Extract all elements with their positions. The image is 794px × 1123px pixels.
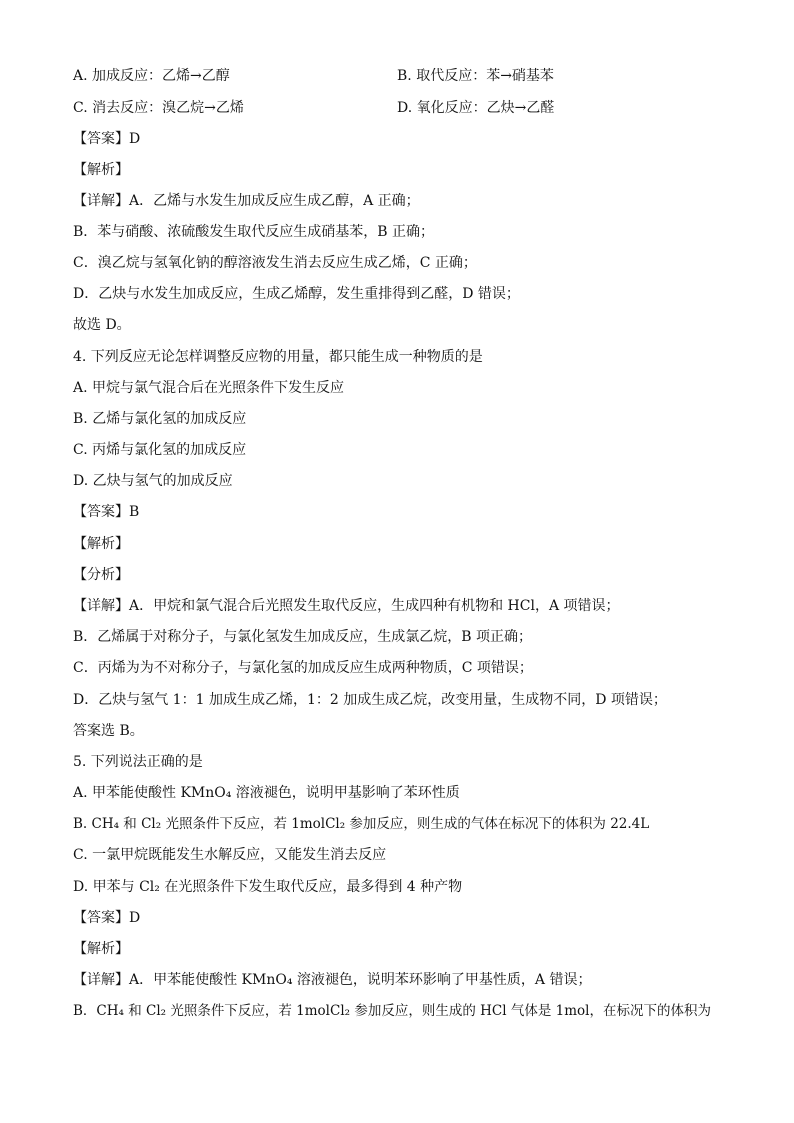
q4-option-a: A. 甲烷与氯气混合后在光照条件下发生反应 (73, 380, 345, 396)
q5-stem: 5. 下列说法正确的是 (73, 754, 203, 770)
q5-option-a: A. 甲苯能使酸性 KMnO₄ 溶液褪色，说明甲基影响了苯环性质 (73, 785, 460, 801)
q4-detail-line: D．乙炔与氢气 1：1 加成生成乙烯，1：2 加成生成乙烷，改变用量，生成物不同，D 项错误； (73, 692, 667, 708)
q5-option-d: D. 甲苯与 Cl₂ 在光照条件下发生取代反应，最多得到 4 种产物 (73, 879, 463, 895)
q3-option-c: C. 消去反应：溴乙烷→乙烯 (73, 100, 244, 116)
q3-detail-line: D．乙炔与水发生加成反应，生成乙烯醇，发生重排得到乙醛，D 错误； (73, 286, 520, 302)
q3-conclusion: 故选 D。 (73, 317, 131, 333)
q4-option-b: B. 乙烯与氯化氢的加成反应 (73, 411, 247, 427)
q3-analysis-heading: 【解析】 (73, 162, 129, 178)
q5-option-c: C. 一氯甲烷既能发生水解反应，又能发生消去反应 (73, 847, 387, 863)
q4-fenxi-heading: 【分析】 (73, 567, 129, 583)
q4-analysis-heading: 【解析】 (73, 536, 129, 552)
q3-option-b: B. 取代反应：苯→硝基苯 (397, 68, 554, 84)
q4-answer: 【答案】B (73, 504, 140, 520)
q4-detail-line: B．乙烯属于对称分子，与氯化氢发生加成反应，生成氯乙烷，B 项正确； (73, 629, 533, 645)
q5-option-b: B. CH₄ 和 Cl₂ 光照条件下反应，若 1molCl₂ 参加反应，则生成的气体在标况下的体积为 22.4L (73, 816, 650, 832)
q5-analysis-heading: 【解析】 (73, 941, 129, 957)
q3-answer: 【答案】D (73, 131, 141, 147)
q3-detail-line: C．溴乙烷与氢氧化钠的醇溶液发生消去反应生成乙烯，C 正确； (73, 255, 477, 271)
q5-detail-line: B．CH₄ 和 Cl₂ 光照条件下反应，若 1molCl₂ 参加反应，则生成的 HCl 气体是 1mol，在标况下的体积为 (73, 1003, 711, 1019)
q4-option-c: C. 丙烯与氯化氢的加成反应 (73, 442, 247, 458)
q3-detail-line: B．苯与硝酸、浓硫酸发生取代反应生成硝基苯，B 正确； (73, 224, 435, 240)
q4-option-d: D. 乙炔与氢气的加成反应 (73, 473, 233, 489)
q4-stem: 4. 下列反应无论怎样调整反应物的用量，都只能生成一种物质的是 (73, 349, 483, 365)
q3-option-d: D. 氧化反应：乙炔→乙醛 (397, 100, 555, 116)
q5-answer: 【答案】D (73, 910, 141, 926)
q4-detail-line: 【详解】A．甲烷和氯气混合后光照发生取代反应，生成四种有机物和 HCl，A 项错误； (73, 598, 620, 614)
q5-detail-line: 【详解】A．甲苯能使酸性 KMnO₄ 溶液褪色，说明苯环影响了甲基性质，A 错误； (73, 972, 592, 988)
q3-option-a: A. 加成反应：乙烯→乙醇 (73, 68, 230, 84)
q3-detail-line: 【详解】A．乙烯与水发生加成反应生成乙醇，A 正确； (73, 193, 420, 209)
q4-conclusion: 答案选 B。 (73, 723, 144, 739)
q4-detail-line: C．丙烯为为不对称分子，与氯化氢的加成反应生成两种物质，C 项错误； (73, 660, 533, 676)
